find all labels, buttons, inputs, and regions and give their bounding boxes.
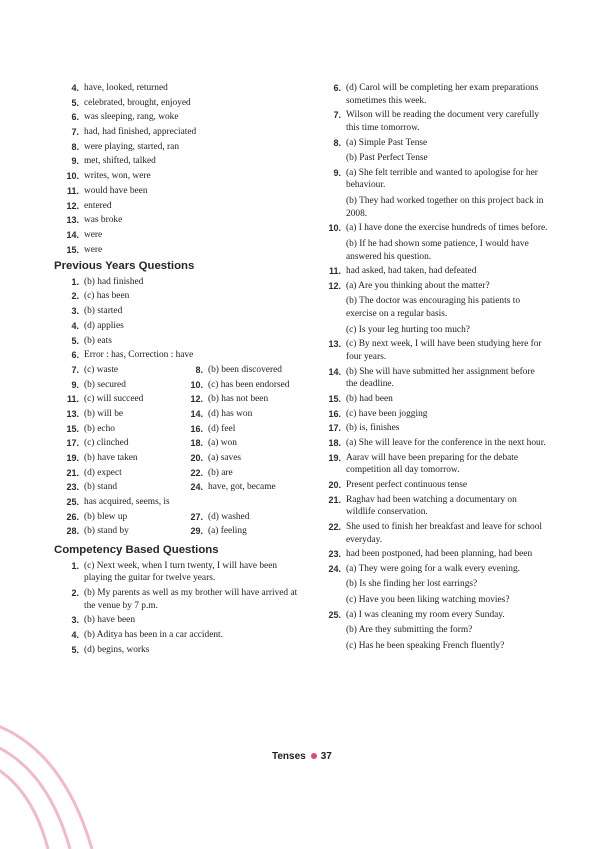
answer-number: 15. [66, 423, 79, 434]
answer-text: (c) have been jogging [346, 408, 428, 419]
answer-item [54, 97, 304, 110]
answer-text: (b) My parents as well as my brother will have arrived at the venue by 7 p.m. [84, 588, 298, 611]
answer-text: met, shifted, talked [84, 156, 156, 167]
answer-text: (b) If he had shown some patience, I would have answered his question. [346, 238, 529, 262]
answer-item [178, 364, 302, 377]
answer-text: (b) is, finishes [346, 423, 400, 434]
answer-item [178, 481, 302, 494]
answer-number: 9. [71, 379, 79, 390]
answer-number: 20. [190, 453, 203, 463]
answer-body [346, 548, 548, 561]
answer-number: 17. [328, 423, 341, 434]
answer-number: 11. [66, 394, 79, 405]
answer-item [316, 265, 548, 278]
answer-number: 10. [190, 379, 203, 390]
answer-number: 20. [328, 479, 341, 490]
answer-text: writes, won, were [84, 171, 151, 182]
answer-item [316, 393, 548, 406]
answer-number: 23. [66, 482, 79, 493]
answer-item [54, 170, 304, 183]
answer-item [178, 452, 302, 465]
answer-item [316, 408, 548, 421]
answer-item [54, 644, 304, 657]
answer-item [178, 393, 302, 406]
answer-number: 25. [66, 497, 79, 508]
answer-number: 5. [71, 97, 79, 108]
answer-text: (b) blew up [84, 511, 128, 522]
answer-item [316, 137, 548, 165]
answer-item [316, 437, 548, 450]
answer-number: 19. [328, 452, 341, 463]
answer-number: 8. [333, 137, 341, 148]
answer-pair-row [54, 511, 304, 526]
answer-number: 1. [71, 560, 79, 571]
answer-item [178, 437, 302, 450]
answer-pair-row [54, 393, 304, 408]
answer-text: (c) Is your leg hurting too much? [346, 324, 470, 335]
answer-item [316, 563, 548, 607]
answer-number: 4. [71, 629, 79, 640]
answer-text: (b) are [208, 467, 233, 478]
answer-number: 14. [66, 229, 79, 240]
answer-item [316, 521, 548, 546]
answer-pair-row [54, 481, 304, 496]
answer-text: (a) She felt terrible and wanted to apologise for her behaviour. [346, 167, 538, 191]
answer-text: (b) eats [84, 335, 112, 346]
answer-body [346, 521, 548, 546]
answer-pair-row [54, 423, 304, 438]
answer-number: 16. [328, 408, 341, 419]
answer-number: 10. [66, 171, 79, 182]
answer-body [346, 393, 548, 406]
answer-item [54, 467, 178, 480]
answer-number: 7. [333, 110, 341, 121]
answer-pair-row [54, 525, 304, 540]
answer-item [316, 280, 548, 336]
answer-text: would have been [84, 185, 148, 196]
answer-item [54, 629, 304, 642]
answer-number: 14. [190, 408, 203, 419]
answer-text: (b) have taken [84, 453, 138, 463]
answer-number: 9. [71, 156, 79, 167]
answer-number: 9. [333, 167, 341, 178]
answer-text: (a) She will leave for the conference in the next hour. [346, 437, 546, 448]
answer-number: 5. [71, 644, 79, 655]
answer-body [346, 82, 548, 107]
answer-text: were [84, 244, 103, 255]
answer-item [316, 109, 548, 134]
answer-number: 11. [328, 266, 341, 277]
answer-text: (a) won [208, 438, 237, 449]
answer-text: (c) Have you been liking watching movies? [346, 595, 510, 606]
answer-item [54, 214, 304, 227]
answer-text: (b) been discovered [208, 364, 282, 375]
answer-list-continued [54, 82, 304, 256]
answer-item [54, 200, 304, 213]
answer-text: (b) had been [346, 393, 393, 404]
answer-item [54, 229, 304, 242]
answer-text: (c) will succeed [84, 394, 144, 405]
answer-number: 14. [328, 366, 341, 377]
answer-item [178, 423, 302, 436]
answer-body [346, 222, 548, 263]
answer-text: (c) has been endorsed [208, 379, 290, 390]
answer-text: She used to finish her breakfast and leave for school everyday. [346, 521, 543, 545]
answer-text: (c) Next week, when I turn twenty, I will have been playing the guitar for twelve years. [84, 560, 278, 584]
answer-body [346, 422, 548, 435]
answer-number: 11. [66, 185, 79, 196]
answer-body [346, 109, 548, 134]
answer-pair-row [54, 379, 304, 394]
answer-text: (c) By next week, I will have been studying here for four years. [346, 339, 542, 362]
answer-body [346, 437, 548, 450]
answer-item [54, 452, 178, 465]
answer-item [316, 494, 548, 519]
bullet-dot-icon [311, 753, 317, 759]
answer-item [54, 587, 304, 612]
answer-text: Error : has, Correction : have [84, 350, 194, 361]
answer-text: (b) had finished [84, 276, 144, 287]
answer-text: (b) The doctor was encouraging his patients to exercise on a regular basis. [346, 296, 521, 320]
answer-number: 18. [328, 437, 341, 448]
answer-item [54, 437, 178, 450]
answer-body [346, 338, 548, 363]
answer-body [346, 408, 548, 421]
answer-number: 15. [328, 393, 341, 404]
answer-body [346, 137, 548, 165]
answer-text: have, got, became [208, 482, 276, 493]
answer-item [54, 423, 178, 436]
answer-text: (b) They had worked together on this project back in 2008. [346, 196, 544, 219]
answer-text: (c) has been [84, 291, 130, 302]
pyq-answer-list [54, 276, 304, 540]
answer-number: 3. [71, 306, 79, 317]
answer-number: 18. [190, 438, 203, 449]
answer-text: (d) Carol will be completing her exam preparations sometimes this week. [346, 83, 539, 106]
answer-number: 28. [66, 526, 79, 537]
pyq-heading: Previous Years Questions [54, 260, 195, 273]
answer-item [54, 525, 178, 538]
answer-number: 7. [71, 127, 79, 138]
answer-pair-row [54, 408, 304, 423]
answer-item [54, 305, 304, 318]
answer-text: (b) have been [84, 615, 136, 626]
answer-number: 12. [190, 394, 203, 405]
answer-number: 12. [328, 280, 341, 291]
answer-item [54, 393, 178, 406]
answer-body [346, 494, 548, 519]
answer-number: 3. [71, 615, 79, 626]
answer-number: 21. [66, 467, 79, 478]
answer-text: (b) will be [84, 408, 124, 419]
answer-text: (d) washed [208, 511, 250, 522]
answer-item [54, 364, 178, 377]
answer-number: 12. [66, 200, 79, 211]
answer-item [54, 320, 304, 333]
answer-text: (c) Has he been speaking French fluently? [346, 640, 505, 651]
answer-item [54, 496, 304, 509]
answer-number: 26. [66, 511, 79, 522]
answer-item [178, 467, 302, 480]
answer-text: (a) I have done the exercise hundreds of times before. [346, 223, 548, 234]
answer-text: were [84, 229, 103, 240]
answer-text: (b) echo [84, 423, 115, 434]
answer-pair-row [54, 452, 304, 467]
answer-number: 22. [190, 467, 203, 478]
answer-text: entered [84, 200, 112, 211]
answer-text: Raghav had been watching a documentary on wildlife conservation. [346, 494, 517, 518]
answer-number: 19. [66, 453, 79, 463]
answer-text: (d) expect [84, 467, 122, 478]
answer-text: (b) stand [84, 482, 118, 493]
answer-item [316, 338, 548, 363]
answer-item [54, 349, 304, 362]
answer-item [54, 481, 178, 494]
answer-item [316, 366, 548, 391]
answer-text: has acquired, seems, is [84, 497, 170, 508]
left-column [54, 82, 304, 658]
answer-text: celebrated, brought, enjoyed [84, 97, 191, 108]
answer-body [346, 563, 548, 607]
answer-number: 17. [66, 438, 79, 449]
answer-text: (c) waste [84, 364, 119, 375]
answer-number: 13. [66, 408, 79, 419]
answer-text: Present perfect continuous tense [346, 479, 468, 490]
answer-item [54, 560, 304, 585]
answer-item [316, 609, 548, 653]
answer-item [54, 155, 304, 168]
answer-number: 29. [190, 526, 203, 537]
answer-text: (a) They were going for a walk every evening. [346, 563, 520, 574]
page-footer [272, 751, 332, 764]
answer-item [54, 82, 304, 95]
answer-number: 6. [71, 350, 79, 361]
answer-text: have, looked, returned [84, 83, 168, 93]
answer-text: (b) Aditya has been in a car accident. [84, 629, 223, 640]
answer-body [346, 609, 548, 653]
answer-text: (b) stand by [84, 526, 129, 537]
answer-number: 22. [328, 521, 341, 532]
answer-text: (b) started [84, 306, 123, 317]
answer-item [178, 379, 302, 392]
answer-number: 4. [71, 83, 79, 93]
answer-number: 24. [328, 563, 341, 574]
answer-text: Wilson will be reading the document very carefully this time tomorrow. [346, 110, 540, 133]
answer-item [316, 82, 548, 107]
cbq-heading: Competency Based Questions [54, 544, 219, 557]
answer-number: 1. [71, 276, 79, 287]
answer-text: (b) Are they submitting the form? [346, 625, 473, 636]
answer-number: 5. [71, 335, 79, 346]
answer-item [54, 276, 304, 289]
answer-body [346, 366, 548, 391]
answer-text: (a) Are you thinking about the matter? [346, 280, 490, 291]
cbq-answer-list [54, 560, 304, 657]
page-number: 37 [320, 751, 332, 762]
answer-text: (d) begins, works [84, 644, 150, 655]
answer-text: (b) Is she finding her lost earrings? [346, 579, 478, 590]
answer-number: 27. [190, 511, 203, 522]
answer-body [346, 479, 548, 492]
answer-number: 8. [195, 364, 203, 375]
answer-item [316, 422, 548, 435]
answer-text: (b) She will have submitted her assignment before the deadline. [346, 366, 535, 390]
answer-text: (b) Past Perfect Tense [346, 153, 428, 164]
answer-item [316, 479, 548, 492]
answer-item [54, 335, 304, 348]
answer-item [54, 379, 178, 392]
answer-text: (b) has not been [208, 394, 269, 405]
answer-text: were playing, started, ran [84, 141, 180, 152]
answer-text: (d) applies [84, 320, 124, 331]
answer-item [54, 126, 304, 139]
answer-number: 15. [66, 244, 79, 255]
answer-text: (a) Simple Past Tense [346, 137, 428, 148]
answer-number: 8. [71, 141, 79, 152]
answer-number: 25. [328, 609, 341, 620]
chapter-name: Tenses [272, 751, 306, 762]
answer-item [54, 511, 178, 524]
answer-item [316, 548, 548, 561]
answer-item [54, 185, 304, 198]
answer-item [316, 167, 548, 220]
answer-number: 21. [328, 494, 341, 505]
answer-body [346, 452, 548, 477]
answer-item [316, 222, 548, 263]
answer-body [346, 280, 548, 336]
answer-item [316, 452, 548, 477]
answer-number: 6. [71, 112, 79, 123]
answer-body [346, 265, 548, 278]
answer-body [346, 167, 548, 220]
answer-text: (d) has won [208, 408, 253, 419]
decorative-curves [0, 700, 100, 849]
answer-item [178, 525, 302, 538]
answer-text: Aarav will have been preparing for the debate competition all day tomorrow. [346, 452, 519, 476]
answer-number: 6. [333, 83, 341, 93]
answer-number: 13. [328, 339, 341, 350]
answer-item [54, 290, 304, 303]
answer-item [54, 244, 304, 257]
answer-text: (c) clinched [84, 438, 129, 449]
answer-pair-row [54, 364, 304, 379]
answer-item [54, 141, 304, 154]
answer-text: (a) I was cleaning my room every Sunday. [346, 609, 505, 620]
answer-text: was sleeping, rang, woke [84, 112, 179, 123]
answer-text: (d) feel [208, 423, 236, 434]
answer-number: 2. [71, 588, 79, 598]
answer-number: 4. [71, 320, 79, 331]
answer-text: had asked, had taken, had defeated [346, 266, 477, 277]
answer-item [178, 511, 302, 524]
answer-number: 13. [66, 215, 79, 226]
answer-item [54, 408, 178, 421]
answer-item [54, 111, 304, 124]
answer-text: was broke [84, 215, 123, 226]
answer-number: 24. [190, 482, 203, 493]
answer-number: 10. [328, 223, 341, 234]
answer-item [54, 614, 304, 627]
answer-text: had, had finished, appreciated [84, 127, 197, 138]
answer-text: (b) secured [84, 379, 126, 390]
answer-item [178, 408, 302, 421]
answer-pair-row [54, 437, 304, 452]
answer-text: had been postponed, had been planning, had been [346, 549, 533, 560]
answer-number: 23. [328, 549, 341, 560]
answer-number: 2. [71, 291, 79, 302]
answer-text: (a) feeling [208, 526, 247, 537]
answer-pair-row [54, 467, 304, 482]
right-column [316, 82, 548, 655]
answer-number: 7. [71, 364, 79, 375]
answer-number: 16. [190, 423, 203, 434]
answer-text: (a) saves [208, 453, 242, 463]
